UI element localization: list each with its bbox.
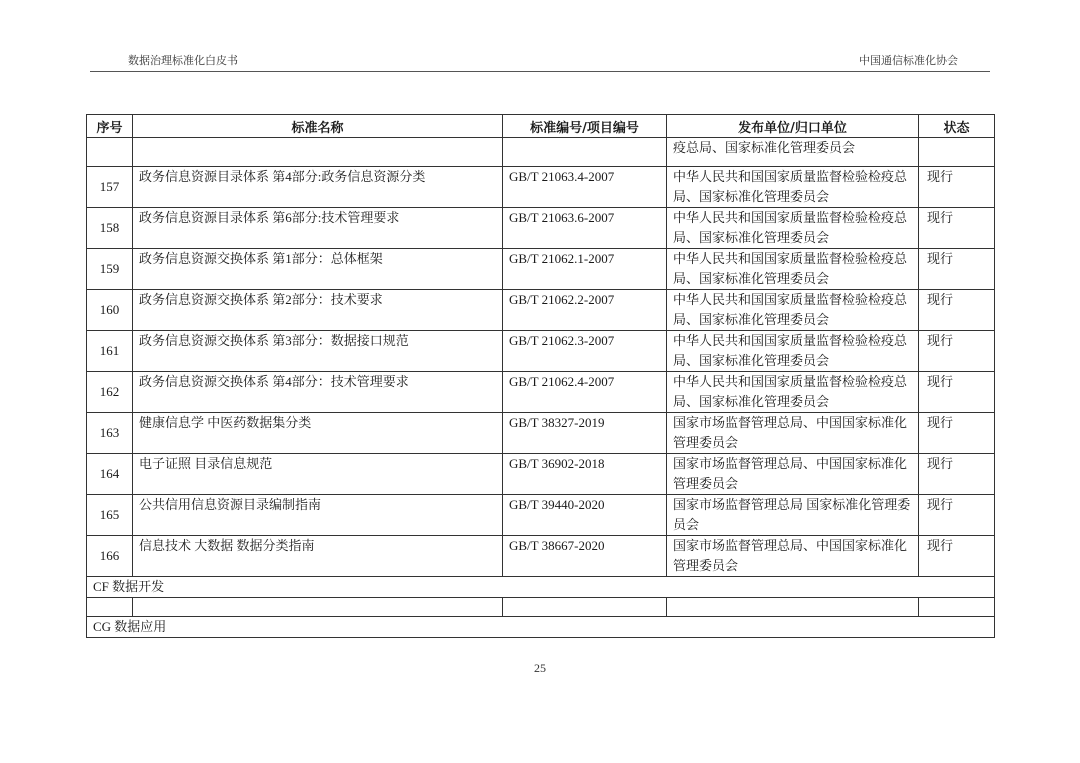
cell-publisher: 中华人民共和国国家质量监督检验检疫总局、国家标准化管理委员会 <box>667 249 919 290</box>
column-header-publisher: 发布单位/归口单位 <box>667 115 919 138</box>
section-row-cg <box>87 617 995 638</box>
table-row-continuation <box>87 138 995 167</box>
cell-status: 现行 <box>919 290 995 331</box>
cell-status: 现行 <box>919 372 995 413</box>
cell-publisher: 国家市场监督管理总局、中国国家标准化管理委员会 <box>667 536 919 577</box>
cell-status: 现行 <box>919 454 995 495</box>
column-header-code: 标准编号/项目编号 <box>503 115 667 138</box>
cell-code: GB/T 21063.4-2007 <box>503 167 667 208</box>
cell-no: 164 <box>87 454 133 495</box>
cell-name: 政务信息资源交换体系 第3部分：数据接口规范 <box>133 331 503 372</box>
header-divider <box>90 71 990 72</box>
cell-code: GB/T 39440-2020 <box>503 495 667 536</box>
cell-no: 161 <box>87 331 133 372</box>
header-organization: 中国通信标准化协会 <box>859 55 958 67</box>
cell-name: 政务信息资源交换体系 第4部分：技术管理要求 <box>133 372 503 413</box>
standards-table <box>86 114 995 638</box>
cell-status: 现行 <box>919 331 995 372</box>
cell-publisher: 疫总局、国家标准化管理委员会 <box>667 138 919 167</box>
table-row <box>87 249 995 290</box>
table-row <box>87 536 995 577</box>
section-label: CG 数据应用 <box>87 617 995 638</box>
cell-name: 信息技术 大数据 数据分类指南 <box>133 536 503 577</box>
cell-no <box>87 598 133 617</box>
cell-status <box>919 598 995 617</box>
cell-no: 166 <box>87 536 133 577</box>
table-row <box>87 372 995 413</box>
column-header-status: 状态 <box>919 115 995 138</box>
cell-publisher <box>667 598 919 617</box>
section-row-cf <box>87 577 995 598</box>
cell-status: 现行 <box>919 495 995 536</box>
cell-code: GB/T 36902-2018 <box>503 454 667 495</box>
section-label: CF 数据开发 <box>87 577 995 598</box>
cell-name: 政务信息资源交换体系 第1部分：总体框架 <box>133 249 503 290</box>
cell-status <box>919 138 995 167</box>
cell-code: GB/T 38667-2020 <box>503 536 667 577</box>
cell-name <box>133 598 503 617</box>
table-row <box>87 413 995 454</box>
cell-code: GB/T 21062.3-2007 <box>503 331 667 372</box>
cell-no: 160 <box>87 290 133 331</box>
cell-status: 现行 <box>919 167 995 208</box>
cell-code: GB/T 21062.4-2007 <box>503 372 667 413</box>
cell-name: 电子证照 目录信息规范 <box>133 454 503 495</box>
table-row-empty <box>87 598 995 617</box>
cell-publisher: 中华人民共和国国家质量监督检验检疫总局、国家标准化管理委员会 <box>667 331 919 372</box>
cell-no: 157 <box>87 167 133 208</box>
cell-status: 现行 <box>919 208 995 249</box>
table-row <box>87 331 995 372</box>
cell-name: 政务信息资源目录体系 第4部分:政务信息资源分类 <box>133 167 503 208</box>
column-header-name: 标准名称 <box>133 115 503 138</box>
page-number: 25 <box>534 661 546 675</box>
cell-code: GB/T 21062.2-2007 <box>503 290 667 331</box>
cell-name: 政务信息资源交换体系 第2部分：技术要求 <box>133 290 503 331</box>
table-row <box>87 290 995 331</box>
cell-publisher: 国家市场监督管理总局、中国国家标准化管理委员会 <box>667 454 919 495</box>
cell-status: 现行 <box>919 413 995 454</box>
cell-publisher: 国家市场监督管理总局、中国国家标准化管理委员会 <box>667 413 919 454</box>
cell-publisher: 中华人民共和国国家质量监督检验检疫总局、国家标准化管理委员会 <box>667 290 919 331</box>
cell-name <box>133 138 503 167</box>
cell-no: 163 <box>87 413 133 454</box>
cell-publisher: 中华人民共和国国家质量监督检验检疫总局、国家标准化管理委员会 <box>667 208 919 249</box>
cell-code <box>503 138 667 167</box>
table-header-row <box>87 115 995 138</box>
cell-publisher: 中华人民共和国国家质量监督检验检疫总局、国家标准化管理委员会 <box>667 167 919 208</box>
header-document-title: 数据治理标准化白皮书 <box>128 55 238 67</box>
cell-status: 现行 <box>919 249 995 290</box>
cell-no: 162 <box>87 372 133 413</box>
cell-status: 现行 <box>919 536 995 577</box>
table-row <box>87 208 995 249</box>
cell-name: 政务信息资源目录体系 第6部分:技术管理要求 <box>133 208 503 249</box>
cell-publisher: 中华人民共和国国家质量监督检验检疫总局、国家标准化管理委员会 <box>667 372 919 413</box>
cell-code <box>503 598 667 617</box>
table-row <box>87 167 995 208</box>
cell-name: 健康信息学 中医药数据集分类 <box>133 413 503 454</box>
cell-no: 158 <box>87 208 133 249</box>
cell-name: 公共信用信息资源目录编制指南 <box>133 495 503 536</box>
column-header-no: 序号 <box>87 115 133 138</box>
cell-no: 165 <box>87 495 133 536</box>
cell-code: GB/T 21062.1-2007 <box>503 249 667 290</box>
table-row <box>87 454 995 495</box>
table-row <box>87 495 995 536</box>
cell-code: GB/T 38327-2019 <box>503 413 667 454</box>
cell-publisher: 国家市场监督管理总局 国家标准化管理委员会 <box>667 495 919 536</box>
cell-no <box>87 138 133 167</box>
cell-code: GB/T 21063.6-2007 <box>503 208 667 249</box>
cell-no: 159 <box>87 249 133 290</box>
